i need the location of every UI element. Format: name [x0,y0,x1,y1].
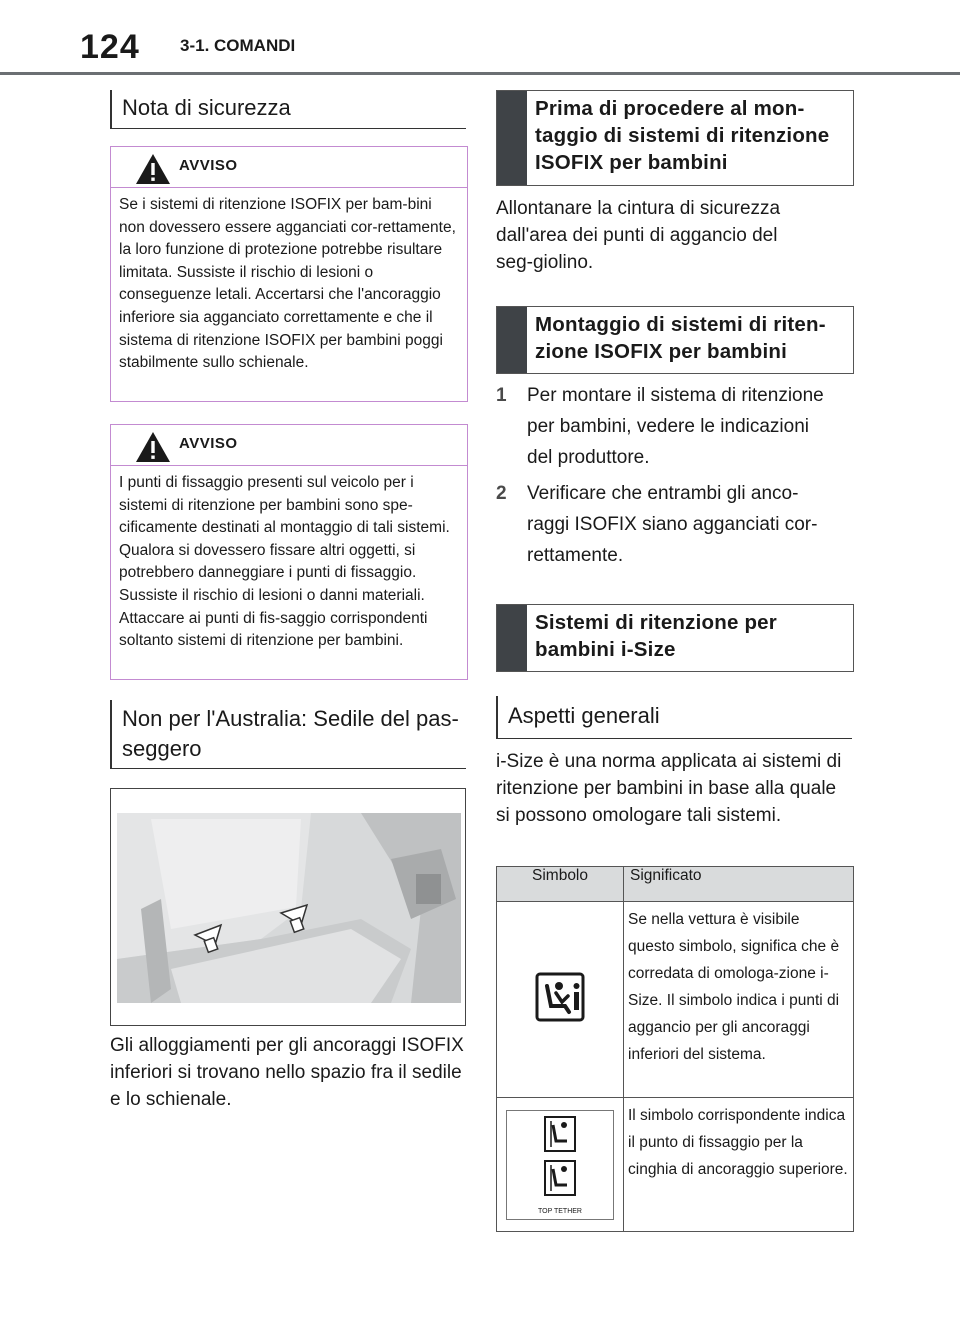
warning-triangle-icon [135,431,171,463]
col-header-meaning: Significato [624,867,854,902]
top-tether-label: TOP TETHER [538,1207,582,1215]
meaning-cell: Il simbolo corrispondente indica il punto di fissaggio per la cinghia di ancoraggio superiore. [624,1098,854,1232]
safety-heading-text: Nota di sicurezza [122,95,291,120]
warning-text: I punti di fissaggio presenti sul veicolo per i sistemi di ritenzione per bambini sono spe-cificamente destinati al montaggio di tali sistemi. Qualora si dovessero fissare altri oggetti, si potrebbero danneggiare i punti di fissaggio. Sussiste il rischio di lesioni o danni materiali. Attaccare ai punti di fis-saggio corrispondenti soltanto sistemi di ritenzione per bambini. [119,474,450,650]
box-install [496,306,854,374]
image-caption: Gli alloggiamenti per gli ancoraggi ISOFIX inferiori si trovano nello spazio fra il sedile e lo schienale. [110,1035,464,1110]
box-title: Montaggio di sistemi di riten-zione ISOFIX per bambini [535,313,826,363]
isofix-seat-photo [110,788,466,1026]
header-rule [0,72,960,75]
warning-header [111,147,467,188]
step-1 [496,380,836,473]
seat-illustration [111,789,465,1025]
box-bar [497,605,527,671]
symbol-table [496,866,854,1232]
warning-header [111,425,467,466]
isize-seat-icon [535,972,585,1022]
step-2 [496,478,836,571]
warning-box-1 [110,146,468,402]
table-row [497,902,854,1098]
warning-box-2 [110,424,468,680]
table-header-row [497,867,854,902]
safety-heading [110,90,466,129]
box-title: Prima di procedere al mon-taggio di sistemi di ritenzione ISOFIX per bambini [535,97,830,174]
step-number: 1 [496,385,507,406]
general-heading-text: Aspetti generali [508,703,660,728]
warning-title: AVVISO [179,435,238,452]
step-text: Verificare che entrambi gli anco-raggi ISOFIX siano agganciati cor-rettamente. [527,483,818,566]
passenger-heading-text: Non per l'Australia: Sedile del pas-seggero [122,706,459,761]
page-number: 124 [80,28,140,66]
top-tether-icon [506,1110,614,1220]
tether-anchor-icon [507,1111,613,1201]
step-text: Per montare il sistema di ritenzione per bambini, vedere le indicazioni del produttore. [527,385,824,468]
general-text: i-Size è una norma applicata ai sistemi di ritenzione per bambini in base alla quale si possono omologare tali sistemi. [496,751,842,826]
general-heading [496,696,852,739]
box1-text: Allontanare la cintura di sicurezza dall'area dei punti di aggancio del seg-giolino. [496,198,781,273]
warning-triangle-icon [135,153,171,185]
warning-text: Se i sistemi di ritenzione ISOFIX per bam-bini non dovessero essere agganciati cor-rettamente, la loro funzione di protezione potrebbe risultare limitata. Sussiste il rischio di lesioni o conseguenze letali. Accertarsi che l'ancoraggio inferiore sia agganciato correttamente e che il sistema di ritenzione ISOFIX per bambini poggi stabilmente sullo schienale. [119,196,456,372]
chapter-title: 3-1. COMANDI [180,36,296,55]
table-row [497,1098,854,1232]
box-bar [497,91,527,185]
box-title: Sistemi di ritenzione per bambini i-Size [535,611,777,661]
warning-title: AVVISO [179,157,238,174]
symbol-cell [497,1098,624,1232]
meaning-cell: Se nella vettura è visibile questo simbolo, significa che è corredata di omologa-zione i-Size. Il simbolo indica i punti di aggancio per gli ancoraggi inferiori del sistema. [624,902,854,1098]
box-before-install [496,90,854,186]
passenger-heading [110,700,466,769]
box-isize [496,604,854,672]
box-bar [497,307,527,373]
symbol-cell [497,902,624,1098]
step-number: 2 [496,483,507,504]
col-header-symbol: Simbolo [497,867,624,902]
